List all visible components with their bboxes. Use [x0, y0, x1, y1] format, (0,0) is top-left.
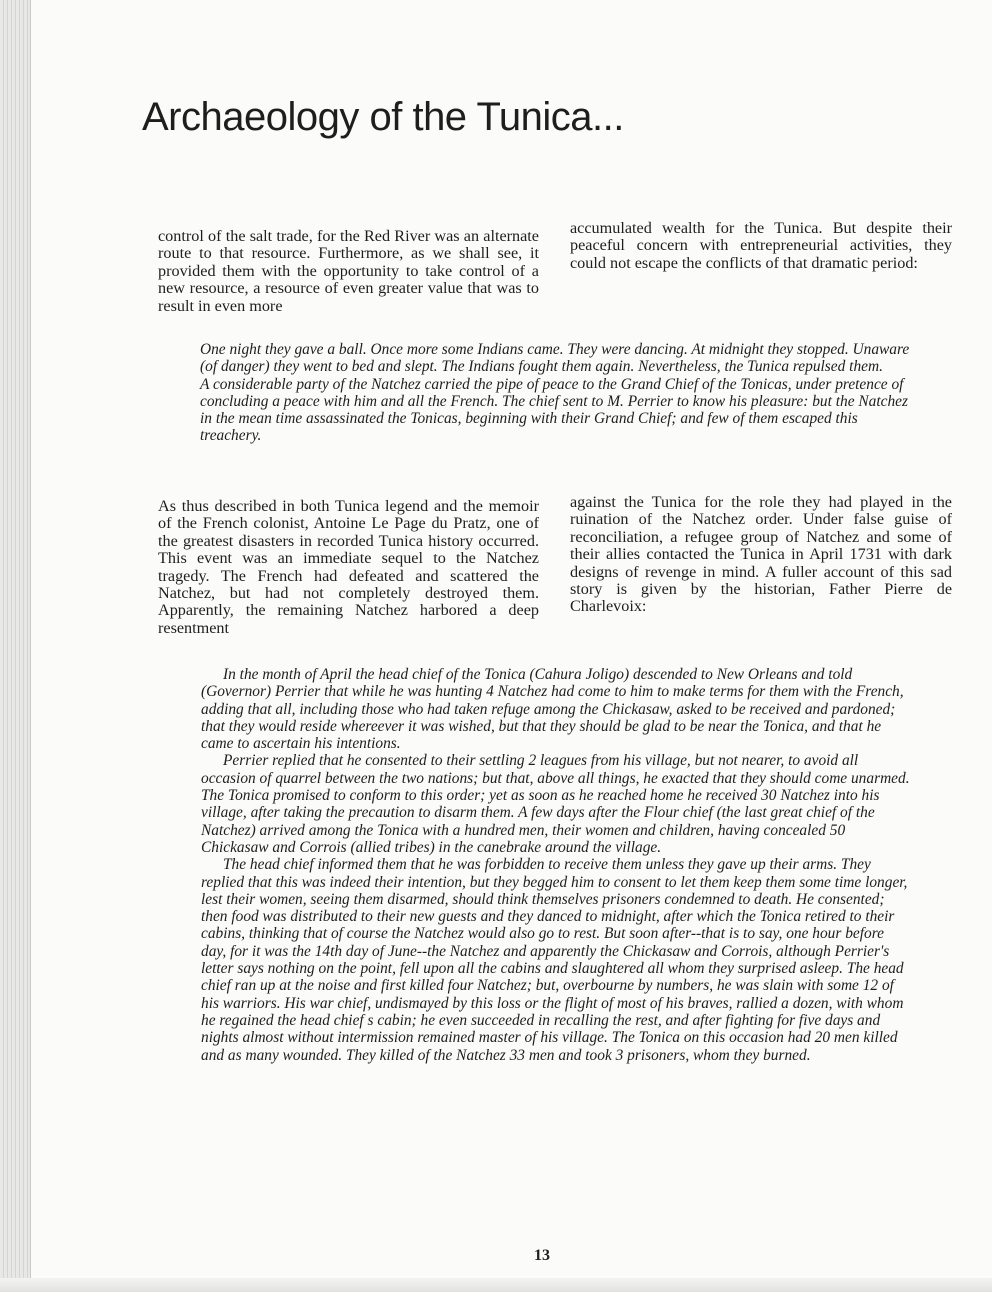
narrative-right-column: against the Tunica for the role they had played in the ruination of the Natchez order. Under false guise of reconciliation, a refugee group of Natchez and some of their allies contacted the Tunica in April 1731 with dark designs of revenge in mind. A fuller account of this sad story is given by the historian, Father Pierre de Charlevoix:: [570, 493, 952, 616]
legend-quote-paragraph: One night they gave a ball. Once more some Indians came. They were dancing. At midnight they stopped. Unaware (of danger) they went to bed and slept. The Indians fought them again. Nevertheless, the Tunica repulsed them.: [200, 341, 910, 376]
charlevoix-quote-paragraph: Perrier replied that he consented to their settling 2 leagues from his village, but not nearer, to avoid all occasion of quarrel between the two nations; but that, above all things, he exacted that they should come unarmed. The Tonica promised to conform to this order; yet as soon as he reached home he received 30 Natchez into his village, after taking the precaution to disarm them. A few days after the Flour chief (the last great chief of the Natchez) arrived among the Tonica with a hundred men, their women and children, having concealed 50 Chickasaw and Corrois (allied tribes) in the canebrake around the village.: [201, 752, 910, 856]
charlevoix-quote-paragraph: In the month of April the head chief of the Tonica (Cahura Joligo) descended to New Orleans and told (Governor) Perrier that while he was hunting 4 Natchez had come to him to make terms for them with the French, adding that all, including those who had taken refuge among the Chickasaw, asked to be received and pardoned; that they would reside whereever it was wished, but that they should be glad to be near the Tonica, and that he came to ascertain his intentions.: [201, 666, 904, 753]
legend-quote: [200, 341, 910, 445]
page-number: 13: [534, 1247, 550, 1264]
book-bottom-edge: [0, 1278, 992, 1292]
intro-right-column: accumulated wealth for the Tunica. But despite their peaceful concern with entrepreneurial activities, they could not escape the conflicts of that dramatic period:: [570, 219, 952, 272]
narrative-left-column: As thus described in both Tunica legend and the memoir of the French colonist, Antoine Le Page du Pratz, one of the greatest disasters in recorded Tunica history occurred. This event was an immediate sequel to the Natchez tragedy. The French had defeated and scattered the Natchez, but had not completely destroyed them. Apparently, the remaining Natchez harbored a deep resentment: [158, 497, 539, 637]
charlevoix-quote-paragraph: The head chief informed them that he was forbidden to receive them unless they gave up their arms. They replied that this was indeed their intention, but they begged him to consent to let them keep them some time longer, lest their women, seeing them disarmed, should think themselves prisoners condemned to death. He consented; then food was distributed to their new guests and they danced to midnight, after which the Tonica retired to their cabins, thinking that of course the Natchez would also go to rest. But soon after--that is to say, one hour before day, for it was the 14th day of June--the Natchez and apparently the Chickasaw and Corrois, although Perrier's letter says nothing on the point, fell upon all the cabins and slaughtered all whom they surprised asleep. The head chief ran up at the noise and first killed four Natchez; but, overbourne by numbers, he was slain with some 12 of his warriors. His war chief, undismayed by this loss or the flight of most of his braves, rallied a dozen, with whom he regained the head chief s cabin; he even succeeded in recalling the rest, and after fighting for five days and nights almost without intermission remained master of his village. The Tonica on this occasion had 20 men killed and as many wounded. They killed of the Natchez 33 men and took 3 prisoners, whom they burned.: [201, 856, 908, 1064]
charlevoix-quote: [201, 666, 911, 1064]
legend-quote-paragraph: A considerable party of the Natchez carried the pipe of peace to the Grand Chief of the Tonicas, under pretence of concluding a peace with him and all the French. The chief sent to M. Perrier to know his pleasure: but the Natchez in the mean time assassinated the Tonicas, beginning with their Grand Chief; and few of them escaped this treachery.: [200, 375, 908, 445]
page-title: Archaeology of the Tunica...: [142, 95, 624, 139]
intro-left-column: control of the salt trade, for the Red River was an alternate route to that resource. Furthermore, as we shall see, it provided them with the opportunity to take control of a new resource, a resource of even greater value that was to result in even more: [158, 227, 539, 315]
book-page-edges: [0, 0, 31, 1292]
